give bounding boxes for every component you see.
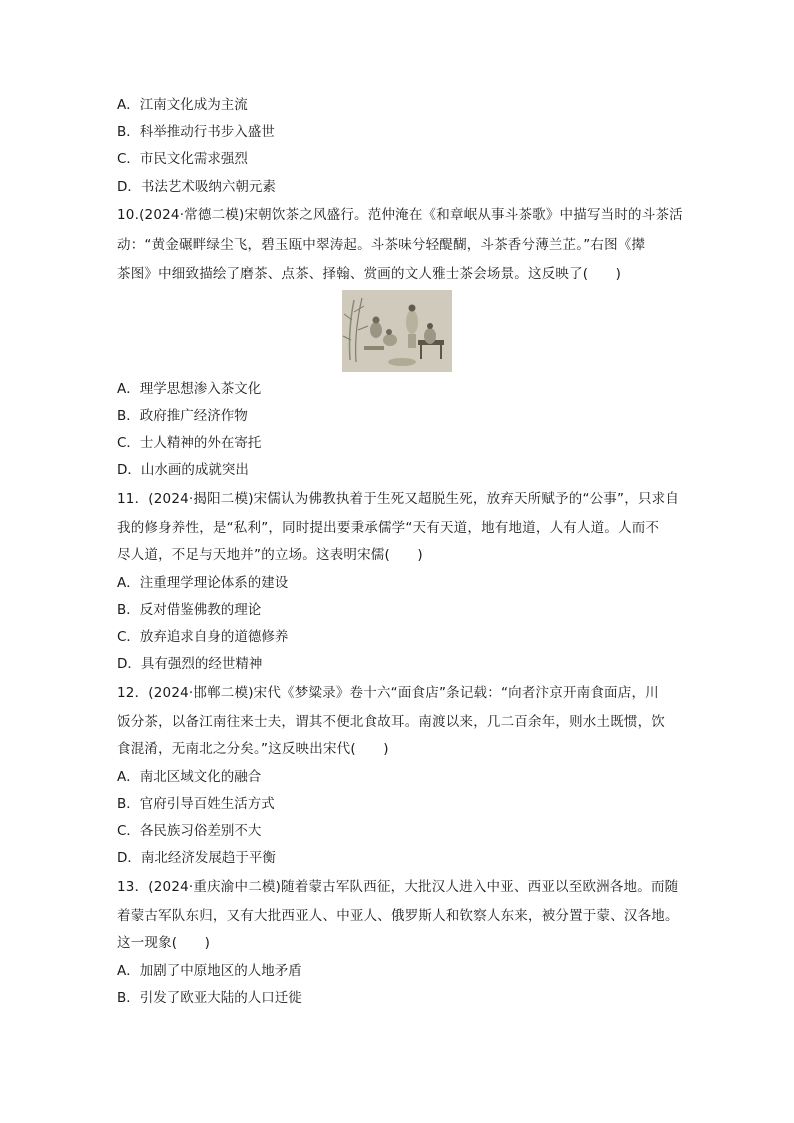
q10-stem-line-2: 动：“黄金碾畔绿尘飞，碧玉瓯中翠涛起。斗茶味兮轻醍醐，斗茶香兮薄兰芷。”右图《撵 <box>117 237 646 253</box>
q13-option-b: B．引发了欧亚大陆的人口迁徙 <box>117 990 302 1006</box>
q13-stem-line-1: 13．(2024·重庆渝中二模)随着蒙古军队西征，大批汉人进入中亚、西亚以至欧洲各地。而随 <box>117 879 679 895</box>
q12-option-d: D．南北经济发展趋于平衡 <box>117 850 276 866</box>
q11-stem-line-3: 尽人道，不足与天地并”的立场。这表明宋儒( ) <box>117 547 423 563</box>
q9-option-c: C．市民文化需求强烈 <box>117 151 248 167</box>
q11-stem-line-1: 11．(2024·揭阳二模)宋儒认为佛教执着于生死又超脱生死，放弃天所赋予的“公事”，只求自 <box>117 491 680 507</box>
q11-option-a: A．注重理学理论体系的建设 <box>117 575 289 591</box>
q11-option-b: B．反对借鉴佛教的理论 <box>117 602 262 618</box>
tea-painting-image <box>342 290 452 372</box>
q12-stem-line-1: 12．(2024·邯郸二模)宋代《梦粱录》卷十六“面食店”条记载：“向者汴京开南食面店，川 <box>117 685 659 701</box>
q9-option-d: D．书法艺术吸纳六朝元素 <box>117 179 276 195</box>
q12-option-a: A．南北区域文化的融合 <box>117 769 262 785</box>
q10-option-c: C．士人精神的外在寄托 <box>117 435 262 451</box>
q13-option-a: A．加剧了中原地区的人地矛盾 <box>117 963 302 979</box>
q12-option-c: C．各民族习俗差别不大 <box>117 823 262 839</box>
q9-option-b: B．科举推动行书步入盛世 <box>117 124 275 140</box>
q11-option-c: C．放弃追求自身的道德修养 <box>117 629 289 645</box>
q10-option-a: A．理学思想渗入茶文化 <box>117 381 262 397</box>
q13-stem-line-2: 着蒙古军队东归，又有大批西亚人、中亚人、俄罗斯人和钦察人东来，被分置于蒙、汉各地。 <box>117 908 679 924</box>
q9-option-a: A．江南文化成为主流 <box>117 97 248 113</box>
q10-option-d: D．山水画的成就突出 <box>117 462 249 478</box>
q10-stem-line-1: 10.(2024·常德二模)宋朝饮茶之风盛行。范仲淹在《和章岷从事斗茶歌》中描写当时的斗茶活 <box>117 207 683 223</box>
tea-painting-illustration <box>342 290 452 372</box>
q12-stem-line-3: 食混淆，无南北之分矣。”这反映出宋代( ) <box>117 741 389 757</box>
q12-option-b: B．官府引导百姓生活方式 <box>117 796 275 812</box>
q10-option-b: B．政府推广经济作物 <box>117 408 248 424</box>
q10-stem-line-3: 茶图》中细致描绘了磨茶、点茶、择翰、赏画的文人雅士茶会场景。这反映了( ) <box>117 266 622 282</box>
q12-stem-line-2: 饭分茶，以备江南往来士夫，谓其不便北食故耳。南渡以来，几二百余年，则水土既惯，饮 <box>117 714 665 730</box>
q13-stem-line-3: 这一现象( ) <box>117 935 211 951</box>
q11-option-d: D．具有强烈的经世精神 <box>117 656 263 672</box>
q11-stem-line-2: 我的修身养性，是“私利”，同时提出要秉承儒学“天有天道，地有地道，人有人道。人而不 <box>117 520 660 536</box>
